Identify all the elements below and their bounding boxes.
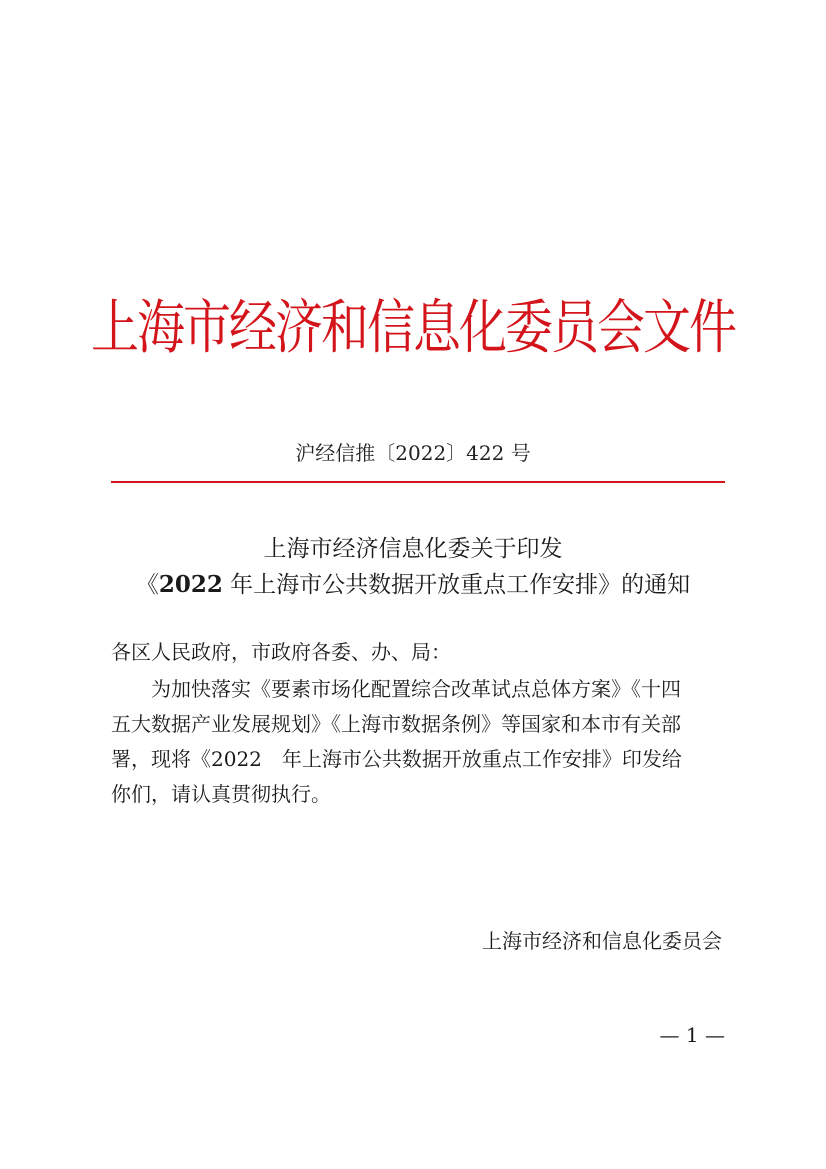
notice-title-line-1: 上海市经济信息化委关于印发 <box>263 536 563 562</box>
title-rest: 年上海市公共数据开放重点工作安排》的通知 <box>222 572 691 598</box>
page-number: — 1 — <box>659 1023 725 1047</box>
title-open-bracket: 《 <box>135 572 159 598</box>
notice-title-line-2 <box>0 568 826 602</box>
document-number: 沪经信推〔2022〕422 号 <box>295 441 531 465</box>
body-line-4: 你们，请认真贯彻执行。 <box>111 782 331 806</box>
body-line-2: 五大数据产业发展规划》《上海市数据条例》等国家和本市有关部 <box>111 712 681 736</box>
issuing-authority-signature: 上海市经济和信息化委员会 <box>482 929 722 953</box>
red-divider-line <box>111 481 725 483</box>
salutation: 各区人民政府，市政府各委、办、局： <box>111 640 451 664</box>
title-year: 2022 <box>158 571 223 598</box>
body-line-1: 为加快落实《要素市场化配置综合改革试点总体方案》《十四 <box>151 677 681 701</box>
letterhead-title: 上海市经济和信息化委员会文件 <box>90 293 735 363</box>
body-line-3: 署，现将《2022 年上海市公共数据开放重点工作安排》印发给 <box>111 747 682 771</box>
